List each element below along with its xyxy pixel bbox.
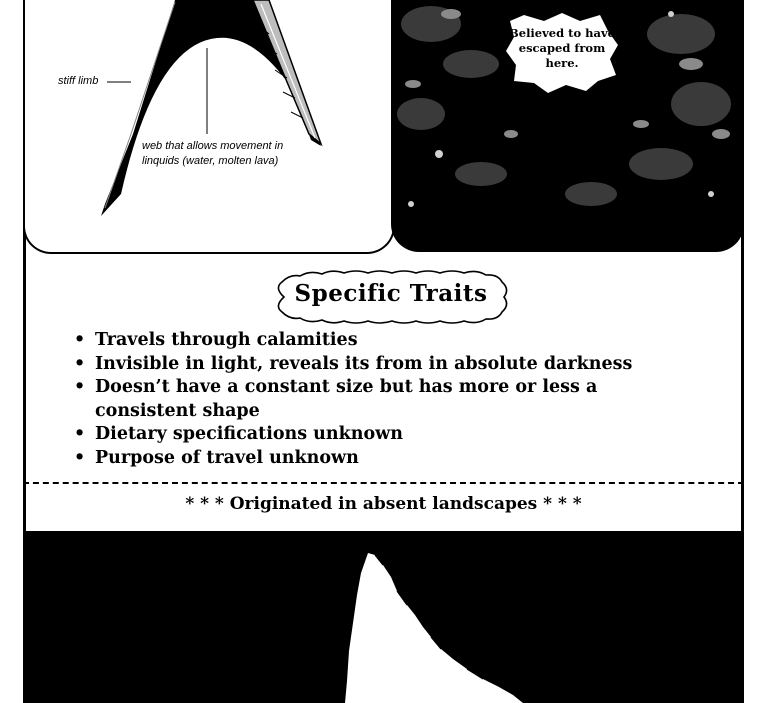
traits-title: Specific Traits (294, 280, 488, 307)
annotation-web: web that allows movement in linquids (water, molten lava) (142, 140, 284, 167)
list-item (74, 423, 694, 447)
bullet-icon: • (74, 377, 86, 397)
trait-text: Travels through calamities (95, 330, 358, 350)
list-item (74, 376, 694, 423)
list-item (74, 447, 694, 471)
traits-heading (270, 268, 512, 326)
bullet-icon: • (74, 330, 86, 350)
dashed-divider (23, 482, 744, 484)
escape-callout (504, 11, 620, 93)
trait-text: Doesn’t have a constant size but has more or less a consistent shape (95, 377, 598, 421)
trait-text: Invisible in light, reveals its from in absolute darkness (95, 353, 633, 374)
foliage-photo-panel (391, 0, 744, 252)
trait-text: Dietary specifications unknown (95, 424, 403, 444)
bullet-icon: • (74, 447, 86, 468)
traits-list (74, 329, 694, 470)
annotation-stiff-limb: stiff limb (58, 75, 99, 87)
silhouette-panel (23, 531, 744, 703)
list-item (74, 353, 694, 377)
specimen-drawing (25, 0, 393, 252)
trait-text: Purpose of travel unknown (95, 447, 359, 468)
bullet-icon: • (74, 424, 86, 444)
specimen-illustration-panel (23, 0, 395, 254)
origin-caption: * * * Originated in absent landscapes * * * (185, 494, 582, 514)
escape-callout-text: Believed to have escaped from here. (509, 26, 615, 70)
creature-silhouette (23, 531, 744, 703)
list-item (74, 329, 694, 353)
bullet-icon: • (74, 353, 86, 374)
